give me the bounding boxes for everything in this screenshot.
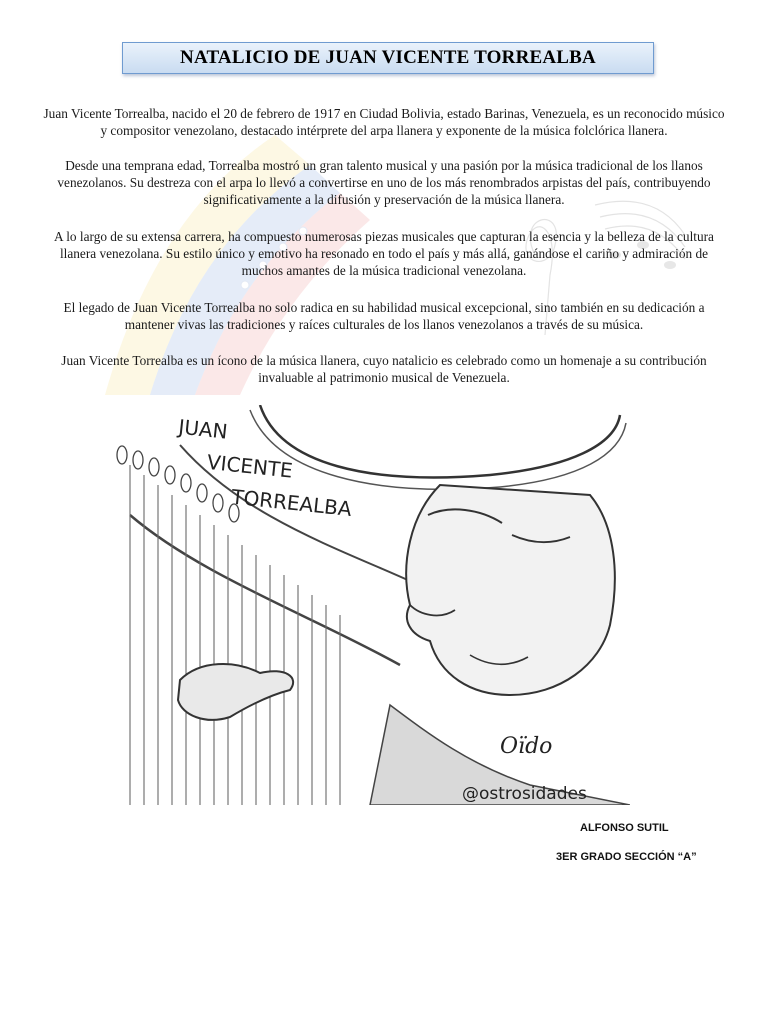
paragraph-2: Desde una temprana edad, Torrealba mostró un gran talento musical y una pasión por la música tradicional de los llanos venezolanos. Su destreza con el arpa lo llevó a convertirse en uno de los más renombrados arpistas del país, contribuyendo significativamente a la difusión y preservación de la música llanera. <box>57 158 711 207</box>
illustration-credit: @ostrosidades <box>462 784 587 804</box>
artist-signature: Oïdo <box>500 734 553 759</box>
illustration-name-line-3: TORREALBA <box>230 484 353 522</box>
paragraph-3: A lo largo de su extensa carrera, ha compuesto numerosas piezas musicales que capturan la esencia y la belleza de la cultura llanera venezolana. Su estilo único y emotivo ha resonado en todo el país y más allá, ganándose el cariño y admiración de muchos amantes de la música tradicional venezolana. <box>54 229 714 278</box>
paragraph-5: Juan Vicente Torrealba es un ícono de la música llanera, cuyo natalicio es celebrado como un homenaje a su contribución invaluable al patrimonio musical de Venezuela. <box>61 353 707 385</box>
illustration-name-line-2: VICENTE <box>205 449 294 483</box>
title-banner <box>122 42 654 74</box>
illustration-name-line-1: JUAN <box>177 414 229 444</box>
author-name: ALFONSO SUTIL <box>580 822 669 834</box>
grade-section: 3ER GRADO SECCIÓN “A” <box>556 851 697 863</box>
paragraph-4: El legado de Juan Vicente Torrealba no solo radica en su habilidad musical excepcional, sino también en su dedicación a mantener vivas las tradiciones y raíces culturales de los llanos venezolanos a través de su música. <box>63 300 705 332</box>
paragraph-1: Juan Vicente Torrealba, nacido el 20 de febrero de 1917 en Ciudad Bolivia, estado Barinas, Venezuela, es un reconocido músico y compositor venezolano, destacado intérprete del arpa llanera y exponente de la música folclórica llanera. <box>43 106 725 138</box>
caricature-illustration <box>110 405 630 805</box>
page-title: NATALICIO DE JUAN VICENTE TORREALBA <box>180 47 596 68</box>
